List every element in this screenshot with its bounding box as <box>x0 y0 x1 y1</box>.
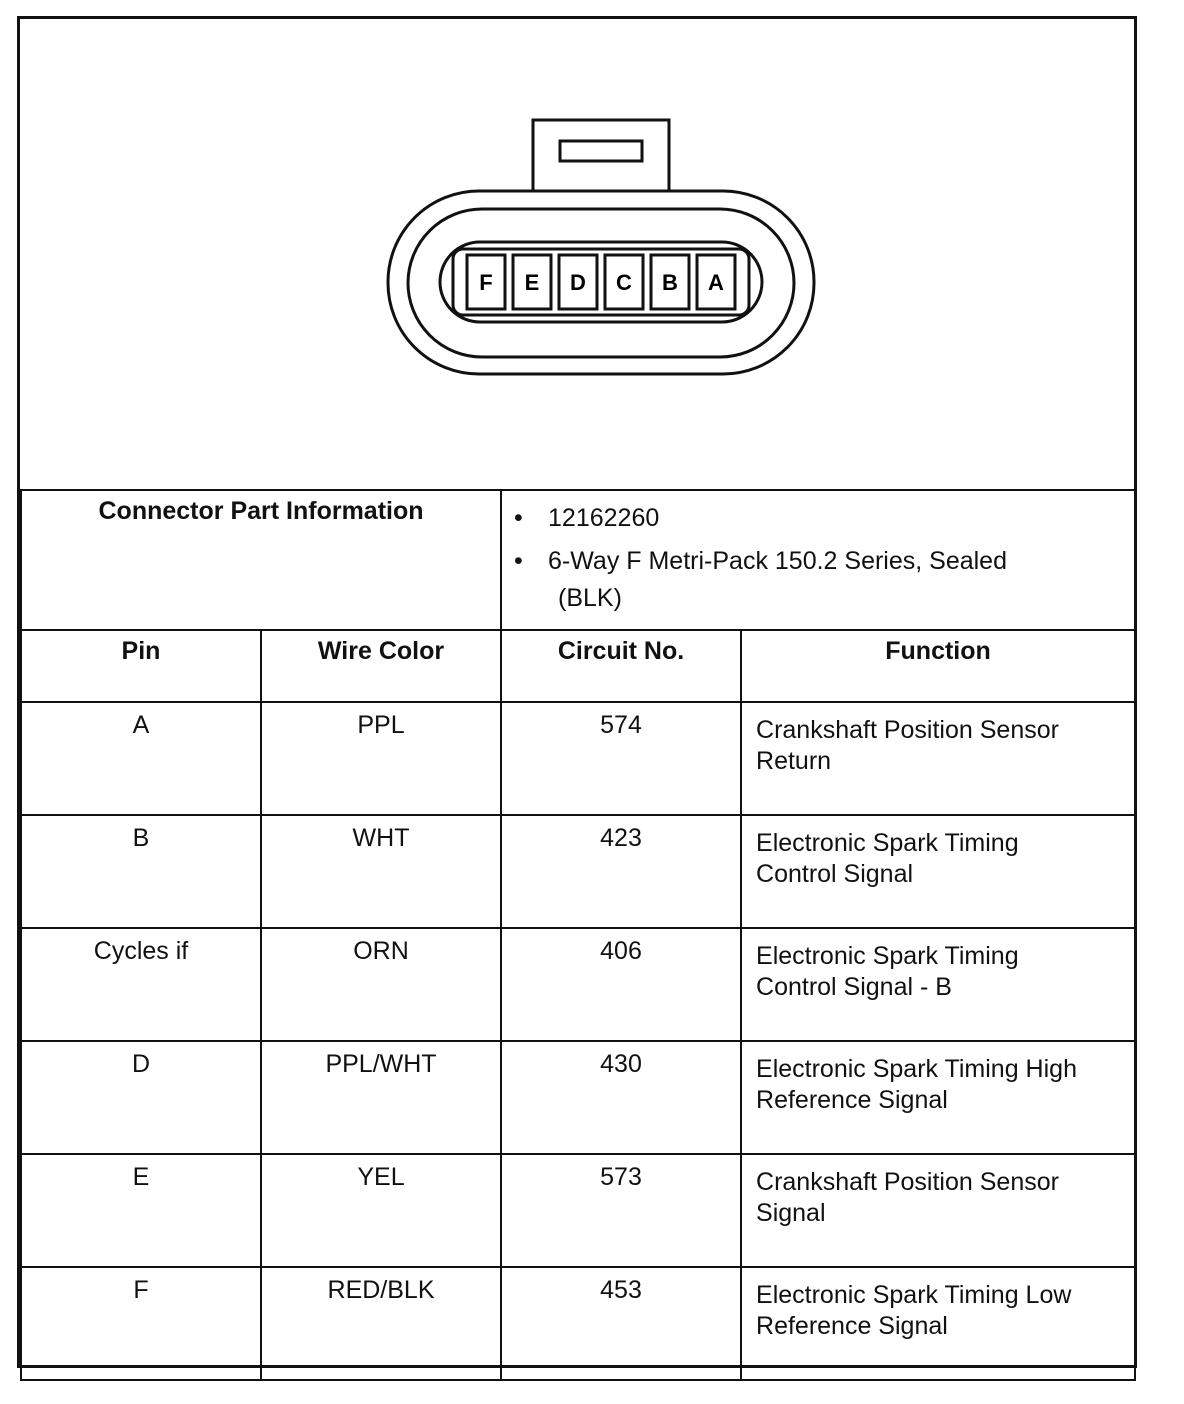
pin-label-f: F <box>479 270 493 295</box>
function-line: Signal <box>756 1199 826 1227</box>
function-line: Crankshaft Position Sensor <box>756 1168 1059 1196</box>
function-cell <box>741 702 1135 815</box>
table-row <box>21 702 1135 815</box>
circuit-cell: 423 <box>501 815 741 928</box>
part-number: 12162260 <box>548 504 660 532</box>
pin-cell: A <box>21 702 261 815</box>
locking-tab-slot <box>560 141 642 161</box>
bullet: • <box>514 547 523 575</box>
header-wire-color: Wire Color <box>261 630 501 702</box>
function-line: Reference Signal <box>756 1312 948 1340</box>
pin-label-b: B <box>662 270 678 295</box>
function-line: Electronic Spark Timing <box>756 942 1019 970</box>
wire-color-cell: PPL/WHT <box>261 1041 501 1154</box>
header-pin: Pin <box>21 630 261 702</box>
connector-diagram <box>20 19 1134 489</box>
function-line: Electronic Spark Timing <box>756 829 1019 857</box>
wire-color-cell: PPL <box>261 702 501 815</box>
pin-cell: E <box>21 1154 261 1267</box>
bullet: • <box>514 504 523 532</box>
connector-frame <box>17 16 1137 1368</box>
circuit-cell: 574 <box>501 702 741 815</box>
function-line: Electronic Spark Timing Low <box>756 1281 1072 1309</box>
circuit-cell: 453 <box>501 1267 741 1380</box>
table-header-row <box>21 630 1135 702</box>
function-line: Reference Signal <box>756 1086 948 1114</box>
table-row <box>21 1041 1135 1154</box>
connector-face-drawing <box>20 19 1134 489</box>
pin-label-d: D <box>570 270 586 295</box>
table-row <box>21 815 1135 928</box>
table-row <box>21 1154 1135 1267</box>
function-line: Control Signal <box>756 860 914 888</box>
header-function: Function <box>741 630 1135 702</box>
function-cell <box>741 815 1135 928</box>
function-cell <box>741 1154 1135 1267</box>
part-info-title: Connector Part Information <box>21 490 501 630</box>
function-cell <box>741 1041 1135 1154</box>
wire-color-cell: RED/BLK <box>261 1267 501 1380</box>
connector-table <box>20 489 1136 1381</box>
function-line: Control Signal - B <box>756 973 952 1001</box>
header-circuit-no: Circuit No. <box>501 630 741 702</box>
pin-label-c: C <box>616 270 632 295</box>
part-info-list <box>501 490 1135 630</box>
part-info-row <box>21 490 1135 630</box>
pin-cell: F <box>21 1267 261 1380</box>
connector-description: 6-Way F Metri-Pack 150.2 Series, Sealed <box>548 547 1007 575</box>
wire-color-cell: ORN <box>261 928 501 1041</box>
circuit-cell: 573 <box>501 1154 741 1267</box>
pin-label-a: A <box>708 270 724 295</box>
function-line: Return <box>756 747 832 775</box>
table-row <box>21 928 1135 1041</box>
connector-color: (BLK) <box>558 584 622 612</box>
part-info-item <box>514 497 1134 540</box>
wire-color-cell: YEL <box>261 1154 501 1267</box>
circuit-cell: 430 <box>501 1041 741 1154</box>
function-cell <box>741 928 1135 1041</box>
table-row <box>21 1267 1135 1380</box>
pin-label-e: E <box>524 270 540 295</box>
pin-cell: D <box>21 1041 261 1154</box>
wire-color-cell: WHT <box>261 815 501 928</box>
function-line: Electronic Spark Timing High <box>756 1055 1077 1083</box>
circuit-cell: 406 <box>501 928 741 1041</box>
function-line: Crankshaft Position Sensor <box>756 716 1059 744</box>
pin-cell: B <box>21 815 261 928</box>
pin-cell: Cycles if <box>21 928 261 1041</box>
function-cell <box>741 1267 1135 1380</box>
